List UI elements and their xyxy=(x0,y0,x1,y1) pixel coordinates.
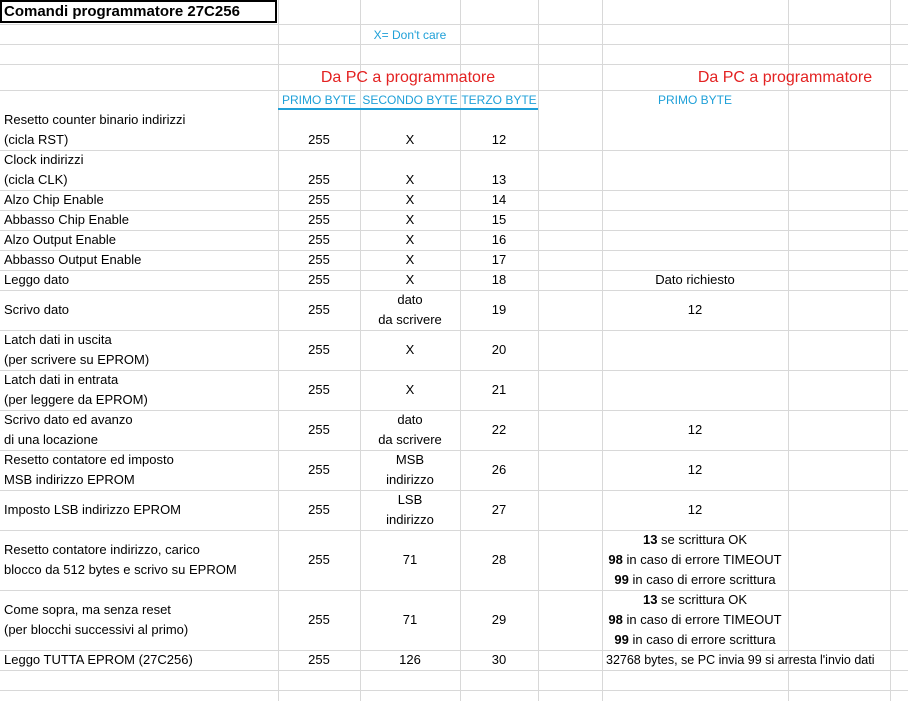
response-code: 99 xyxy=(614,632,629,647)
col-header-secondo-byte: SECONDO BYTE xyxy=(362,93,458,107)
grid-line xyxy=(0,370,908,371)
grid-line xyxy=(0,330,908,331)
row-label: Resetto counter binario indirizzi xyxy=(4,112,186,127)
page-title: Comandi programmatore 27C256 xyxy=(4,3,240,20)
col-header-primo-byte: PRIMO BYTE xyxy=(281,93,356,107)
col-header-terzo-byte: TERZO BYTE xyxy=(461,93,537,107)
response-text: se scrittura OK xyxy=(657,532,748,547)
row-label: Scrivo dato xyxy=(4,302,70,317)
terzo-byte-cell: 22 xyxy=(491,422,507,437)
response-code: 99 xyxy=(614,572,629,587)
terzo-byte-cell: 17 xyxy=(491,252,507,267)
terzo-byte-cell: 12 xyxy=(491,132,507,147)
row-label: Alzo Chip Enable xyxy=(4,192,104,207)
primo-byte-cell: 255 xyxy=(308,212,330,227)
row-label: Latch dati in entrata xyxy=(4,372,119,387)
response-text: in caso di errore TIMEOUT xyxy=(622,612,782,627)
response-code: 98 xyxy=(608,552,623,567)
primo-byte-cell: 255 xyxy=(308,382,330,397)
response-cell: 12 xyxy=(687,502,703,517)
terzo-byte-cell: 29 xyxy=(491,612,507,627)
row-label: MSB indirizzo EPROM xyxy=(4,472,135,487)
grid-line xyxy=(0,670,908,671)
row-label: di una locazione xyxy=(4,432,98,447)
response-cell xyxy=(570,630,820,650)
secondo-byte-cell: da scrivere xyxy=(378,312,442,327)
response-cell: 12 xyxy=(687,462,703,477)
response-cell: Dato richiesto xyxy=(655,272,735,287)
row-label: Leggo dato xyxy=(4,272,70,287)
secondo-byte-cell: X xyxy=(405,342,415,357)
section-header-pc-to-programmer-right: Da PC a programmatore xyxy=(697,69,873,86)
secondo-byte-cell: X xyxy=(405,212,415,227)
secondo-byte-cell: X xyxy=(405,232,415,247)
response-cell xyxy=(570,610,820,630)
response-cell: 32768 bytes, se PC invia 99 si arresta l'invio dati xyxy=(606,653,875,667)
response-text: in caso di errore TIMEOUT xyxy=(622,552,782,567)
primo-byte-cell: 255 xyxy=(308,192,330,207)
col-header-primo-byte-right: PRIMO BYTE xyxy=(657,93,732,107)
row-label: Imposto LSB indirizzo EPROM xyxy=(4,502,182,517)
secondo-byte-cell: X xyxy=(405,272,415,287)
row-label: (per scrivere su EPROM) xyxy=(4,352,150,367)
secondo-byte-cell: 71 xyxy=(402,612,418,627)
terzo-byte-cell: 19 xyxy=(491,302,507,317)
primo-byte-cell: 255 xyxy=(308,652,330,667)
primo-byte-cell: 255 xyxy=(308,172,330,187)
response-cell: 12 xyxy=(687,302,703,317)
terzo-byte-cell: 18 xyxy=(491,272,507,287)
response-text: se scrittura OK xyxy=(657,592,748,607)
secondo-byte-cell: X xyxy=(405,132,415,147)
dont-care-note: X= Don't care xyxy=(373,28,447,42)
row-label: Resetto contatore ed imposto xyxy=(4,452,174,467)
primo-byte-cell: 255 xyxy=(308,272,330,287)
response-cell: 12 xyxy=(687,422,703,437)
row-label: (per leggere da EPROM) xyxy=(4,392,148,407)
secondo-byte-cell: da scrivere xyxy=(378,432,442,447)
terzo-byte-cell: 20 xyxy=(491,342,507,357)
secondo-byte-cell: X xyxy=(405,172,415,187)
primo-byte-cell: 255 xyxy=(308,302,330,317)
row-label: Resetto contatore indirizzo, carico xyxy=(4,542,200,557)
response-cell xyxy=(570,590,820,610)
response-text: in caso di errore scrittura xyxy=(628,572,776,587)
row-label: Clock indirizzi xyxy=(4,152,84,167)
secondo-byte-cell: indirizzo xyxy=(386,472,434,487)
primo-byte-cell: 255 xyxy=(308,132,330,147)
primo-byte-cell: 255 xyxy=(308,502,330,517)
terzo-byte-cell: 30 xyxy=(491,652,507,667)
terzo-byte-cell: 27 xyxy=(491,502,507,517)
response-cell xyxy=(570,550,820,570)
terzo-byte-cell: 15 xyxy=(491,212,507,227)
row-label: Latch dati in uscita xyxy=(4,332,112,347)
secondo-byte-cell: dato xyxy=(397,412,423,427)
secondo-byte-cell: 126 xyxy=(399,652,421,667)
grid-line xyxy=(0,64,908,65)
row-label: Come sopra, ma senza reset xyxy=(4,602,171,617)
row-label: Leggo TUTTA EPROM (27C256) xyxy=(4,652,193,667)
grid-line xyxy=(538,0,539,701)
secondo-byte-cell: MSB xyxy=(395,452,425,467)
row-label: (cicla RST) xyxy=(4,132,69,147)
primo-byte-cell: 255 xyxy=(308,612,330,627)
secondo-byte-cell: LSB xyxy=(397,492,423,507)
primo-byte-cell: 255 xyxy=(308,422,330,437)
primo-byte-cell: 255 xyxy=(308,252,330,267)
primo-byte-cell: 255 xyxy=(308,462,330,477)
terzo-byte-cell: 14 xyxy=(491,192,507,207)
terzo-byte-cell: 13 xyxy=(491,172,507,187)
primo-byte-cell: 255 xyxy=(308,232,330,247)
response-cell xyxy=(570,570,820,590)
row-label: Alzo Output Enable xyxy=(4,232,117,247)
secondo-byte-cell: 71 xyxy=(402,552,418,567)
primo-byte-cell: 255 xyxy=(308,552,330,567)
row-label: (per blocchi successivi al primo) xyxy=(4,622,189,637)
terzo-byte-cell: 16 xyxy=(491,232,507,247)
row-label: Scrivo dato ed avanzo xyxy=(4,412,133,427)
response-code: 98 xyxy=(608,612,623,627)
secondo-byte-cell: X xyxy=(405,252,415,267)
secondo-byte-cell: X xyxy=(405,192,415,207)
row-label: Abbasso Chip Enable xyxy=(4,212,130,227)
grid-line xyxy=(0,150,908,151)
grid-line xyxy=(890,0,891,701)
terzo-byte-cell: 26 xyxy=(491,462,507,477)
primo-byte-cell: 255 xyxy=(308,342,330,357)
response-text: in caso di errore scrittura xyxy=(628,632,776,647)
secondo-byte-cell: indirizzo xyxy=(386,512,434,527)
response-code: 13 xyxy=(642,532,658,547)
row-label: blocco da 512 bytes e scrivo su EPROM xyxy=(4,562,237,577)
response-cell xyxy=(570,530,820,550)
terzo-byte-cell: 28 xyxy=(491,552,507,567)
secondo-byte-cell: dato xyxy=(397,292,423,307)
row-label: Abbasso Output Enable xyxy=(4,252,142,267)
row-label: (cicla CLK) xyxy=(4,172,68,187)
section-header-pc-to-programmer: Da PC a programmatore xyxy=(320,69,496,86)
grid-line xyxy=(0,690,908,691)
response-code: 13 xyxy=(642,592,658,607)
secondo-byte-cell: X xyxy=(405,382,415,397)
terzo-byte-cell: 21 xyxy=(491,382,507,397)
